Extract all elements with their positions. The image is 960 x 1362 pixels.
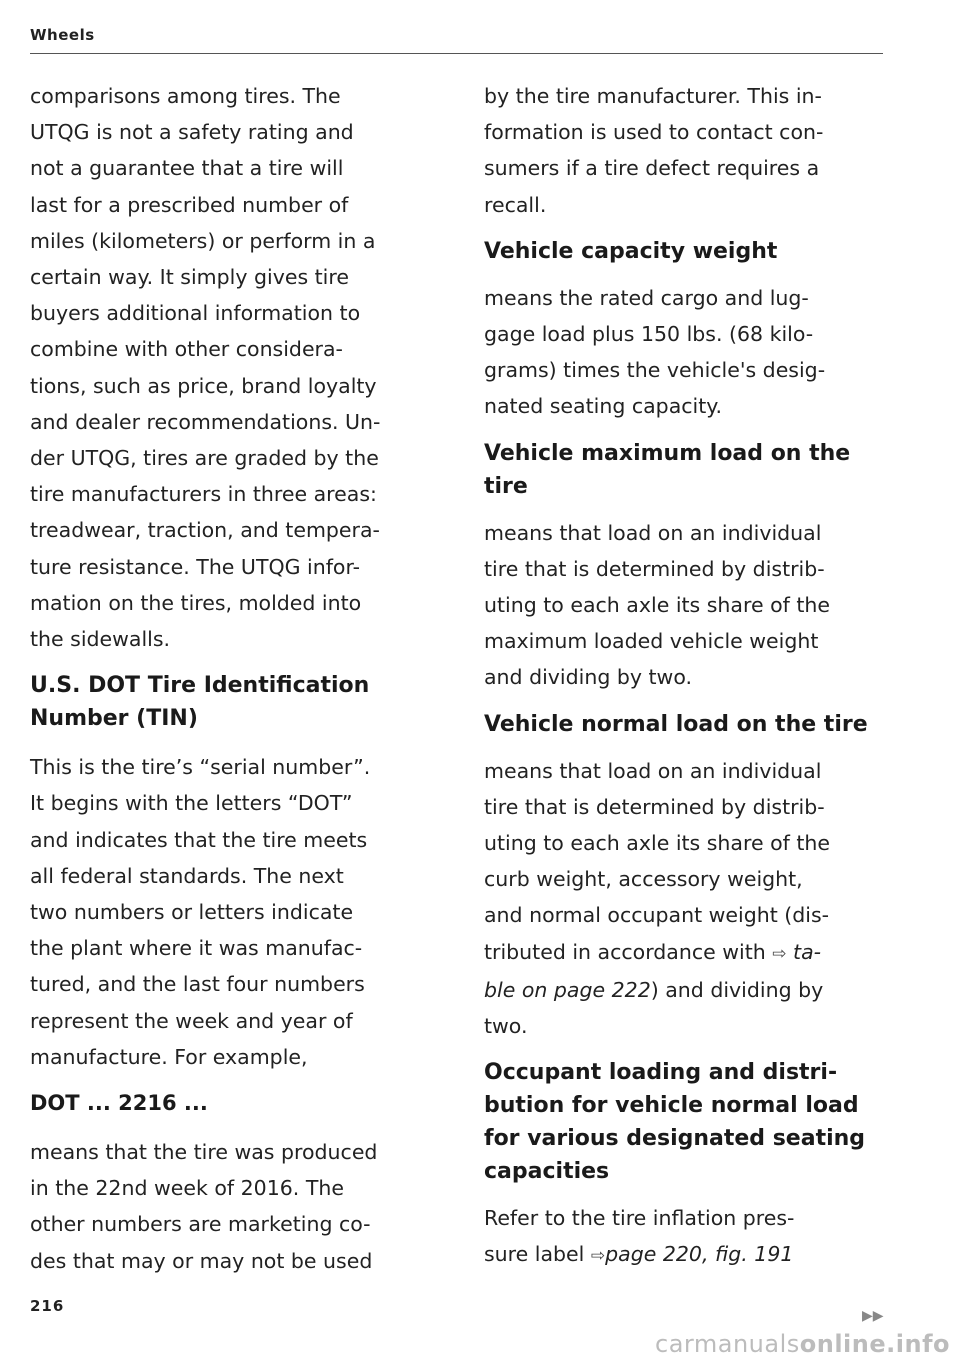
text-line: der UTQG, tires are graded by the bbox=[30, 446, 379, 471]
text-line: and dealer recommendations. Un- bbox=[30, 409, 381, 434]
text-line: means that load on an individual bbox=[484, 758, 822, 783]
heading-line: Vehicle capacity weight bbox=[484, 238, 778, 264]
text-fragment: tributed in accordance with bbox=[484, 939, 773, 964]
text-line bbox=[484, 1236, 894, 1274]
occupant-loading-paragraph bbox=[484, 1200, 894, 1274]
text-fragment: ) and dividing by bbox=[650, 977, 824, 1002]
heading-line: for various designated seating bbox=[484, 1126, 866, 1152]
section-heading-normal-load bbox=[484, 708, 894, 741]
heading-line: bution for vehicle normal load bbox=[484, 1093, 859, 1119]
text-line: miles (kilometers) or perform in a bbox=[30, 228, 376, 253]
text-line: manufacture. For example, bbox=[30, 1044, 308, 1069]
text-line: by the tire manufacturer. This in- bbox=[484, 84, 822, 108]
text-line: buyers additional information to bbox=[30, 301, 361, 326]
text-line: combine with other considera- bbox=[30, 337, 343, 362]
heading-line: capacities bbox=[484, 1159, 610, 1185]
text-line: the sidewalls. bbox=[30, 627, 171, 652]
text-line: two numbers or letters indicate bbox=[30, 900, 354, 925]
text-line: means the rated cargo and lug- bbox=[484, 285, 809, 310]
text-line: tions, such as price, brand loyalty bbox=[30, 373, 377, 398]
text-line: mation on the tires, molded into bbox=[30, 590, 362, 615]
text-line: in the 22nd week of 2016. The bbox=[30, 1176, 344, 1201]
utqg-paragraph bbox=[30, 78, 450, 657]
heading-line: tire bbox=[484, 473, 528, 499]
section-heading-occupant-loading bbox=[484, 1056, 894, 1188]
watermark-text-domain: online.info bbox=[799, 1330, 950, 1358]
section-heading-tin bbox=[30, 669, 450, 735]
page-number: 216 bbox=[30, 1297, 65, 1315]
text-line: des that may or may not be used bbox=[30, 1248, 373, 1273]
text-line: not a guarantee that a tire will bbox=[30, 156, 344, 181]
max-load-paragraph bbox=[484, 515, 894, 696]
text-line: means that load on an individual bbox=[484, 520, 822, 545]
text-line bbox=[484, 934, 894, 972]
manufacturer-paragraph bbox=[484, 78, 894, 223]
figure-reference-link[interactable]: page 220, fig. 191 bbox=[605, 1242, 794, 1267]
heading-line: U.S. DOT Tire Identification bbox=[30, 673, 370, 699]
heading-line: Vehicle maximum load on the bbox=[484, 440, 851, 466]
text-fragment: sure label bbox=[484, 1242, 591, 1267]
text-line: formation is used to contact con- bbox=[484, 120, 824, 145]
text-line: It begins with the letters “DOT” bbox=[30, 791, 353, 816]
text-line: tire that is determined by distrib- bbox=[484, 556, 825, 581]
tin-paragraph bbox=[30, 749, 450, 1075]
text-line: tire that is determined by distrib- bbox=[484, 794, 825, 819]
heading-line: Number (TIN) bbox=[30, 706, 198, 732]
text-line: means that the tire was produced bbox=[30, 1140, 378, 1165]
text-line: recall. bbox=[484, 192, 547, 217]
text-line: and normal occupant weight (dis- bbox=[484, 903, 830, 928]
watermark-text: carmanuals bbox=[655, 1330, 800, 1358]
text-line: Refer to the tire inflation pres- bbox=[484, 1206, 795, 1231]
text-line: two. bbox=[484, 1014, 528, 1039]
text-line: tured, and the last four numbers bbox=[30, 972, 365, 997]
text-line: certain way. It simply gives tire bbox=[30, 265, 349, 290]
header-divider bbox=[30, 53, 883, 54]
left-column bbox=[30, 78, 450, 1279]
section-heading-max-load bbox=[484, 437, 894, 503]
text-line: maximum loaded vehicle weight bbox=[484, 629, 819, 654]
cross-reference-arrow-icon: ⇨ bbox=[772, 943, 787, 964]
heading-line: Vehicle normal load on the tire bbox=[484, 711, 868, 737]
continue-arrow-icon: ▶▶ bbox=[862, 1308, 884, 1324]
text-line: and indicates that the tire meets bbox=[30, 827, 368, 852]
running-header: Wheels bbox=[30, 26, 95, 44]
dot-example-heading bbox=[30, 1087, 450, 1120]
text-line: grams) times the vehicle's desig- bbox=[484, 358, 826, 383]
text-line: and dividing by two. bbox=[484, 665, 693, 690]
normal-load-paragraph bbox=[484, 753, 894, 1045]
text-line: sumers if a tire defect requires a bbox=[484, 156, 820, 181]
text-line: ture resistance. The UTQG infor- bbox=[30, 554, 360, 579]
text-line: uting to each axle its share of the bbox=[484, 593, 831, 618]
text-line: treadwear, traction, and tempera- bbox=[30, 518, 380, 543]
text-line bbox=[484, 972, 894, 1008]
text-line: other numbers are marketing co- bbox=[30, 1212, 371, 1237]
text-line: tire manufacturers in three areas: bbox=[30, 482, 377, 507]
text-line: last for a prescribed number of bbox=[30, 192, 349, 217]
text-line: curb weight, accessory weight, bbox=[484, 867, 803, 892]
text-line: This is the tire’s “serial number”. bbox=[30, 755, 371, 780]
example-explanation bbox=[30, 1134, 450, 1279]
section-heading-capacity-weight bbox=[484, 235, 894, 268]
text-line: the plant where it was manufac- bbox=[30, 936, 363, 961]
table-reference-link-continued[interactable]: ble on page 222 bbox=[484, 977, 651, 1002]
table-reference-link[interactable]: ta- bbox=[793, 939, 822, 964]
text-line: UTQG is not a safety rating and bbox=[30, 120, 354, 145]
text-line: all federal standards. The next bbox=[30, 863, 344, 888]
capacity-weight-paragraph bbox=[484, 280, 894, 425]
text-line: uting to each axle its share of the bbox=[484, 831, 831, 856]
heading-line: DOT ... 2216 ... bbox=[30, 1091, 208, 1116]
watermark bbox=[655, 1330, 950, 1358]
text-line: comparisons among tires. The bbox=[30, 84, 341, 108]
text-line: nated seating capacity. bbox=[484, 394, 722, 419]
text-line: represent the week and year of bbox=[30, 1008, 353, 1033]
cross-reference-arrow-icon: ⇨ bbox=[590, 1246, 606, 1267]
right-column bbox=[484, 78, 894, 1275]
text-line: gage load plus 150 lbs. (68 kilo- bbox=[484, 322, 814, 347]
heading-line: Occupant loading and distri- bbox=[484, 1060, 838, 1086]
